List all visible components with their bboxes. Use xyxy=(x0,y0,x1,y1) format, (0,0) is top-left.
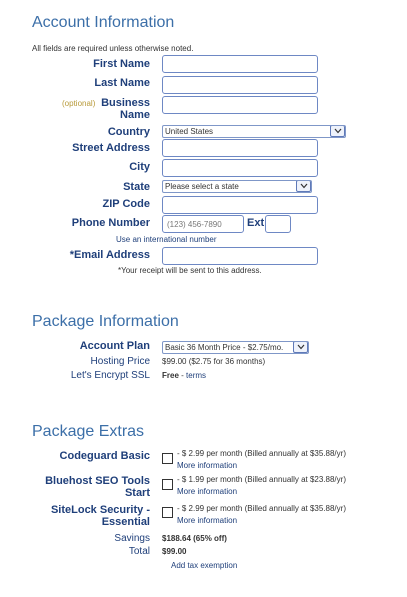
savings-value: $188.64 (65% off) xyxy=(162,534,227,543)
last-name-label: Last Name xyxy=(94,77,150,89)
tax-exemption-link[interactable]: Add tax exemption xyxy=(171,561,238,570)
codeguard-basic-label: Codeguard Basic xyxy=(59,450,150,462)
first-name-input[interactable] xyxy=(162,55,318,73)
ext-label: Ext xyxy=(247,217,265,229)
package-extras-heading: Package Extras xyxy=(32,423,145,440)
ssl-label: Let's Encrypt SSL xyxy=(70,370,150,381)
seo-tools-label: Bluehost SEO Tools Start xyxy=(45,475,150,499)
package-information-heading: Package Information xyxy=(32,313,179,330)
phone-number-input[interactable] xyxy=(162,215,244,233)
sitelock-more-info-link[interactable]: More information xyxy=(177,516,238,525)
codeguard-basic-price: - $ 2.99 per month (Billed annually at $35.88/yr) xyxy=(177,449,346,458)
hosting-price-label: Hosting Price xyxy=(90,356,150,367)
international-number-link[interactable]: Use an international number xyxy=(116,235,217,244)
country-select-value: United States xyxy=(165,127,214,136)
zip-code-label: ZIP Code xyxy=(102,198,150,210)
business-name-input[interactable] xyxy=(162,96,318,114)
phone-number-label: Phone Number xyxy=(71,217,150,229)
account-plan-label: Account Plan xyxy=(79,340,150,352)
hosting-price-value: $99.00 ($2.75 for 36 months) xyxy=(162,357,266,366)
codeguard-basic-checkbox[interactable] xyxy=(162,453,173,464)
seo-tools-more-info-link[interactable]: More information xyxy=(177,487,238,496)
account-plan-value: Basic 36 Month Price - $2.75/mo. xyxy=(165,343,284,352)
seo-tools-price: - $ 1.99 per month (Billed annually at $23.88/yr) xyxy=(177,475,346,484)
sitelock-checkbox[interactable] xyxy=(162,507,173,518)
last-name-input[interactable] xyxy=(162,76,318,94)
ssl-value: Free - terms xyxy=(162,371,207,380)
zip-code-input[interactable] xyxy=(162,196,318,214)
state-select-value: Please select a state xyxy=(165,182,239,191)
ssl-terms-link[interactable]: terms xyxy=(186,371,207,380)
state-select[interactable] xyxy=(162,180,312,193)
city-label: City xyxy=(129,161,150,173)
account-information-heading: Account Information xyxy=(32,14,175,31)
chevron-down-icon[interactable] xyxy=(330,125,345,137)
sitelock-price: - $ 2.99 per month (Billed annually at $35.88/yr) xyxy=(177,504,346,513)
sitelock-label: SiteLock Security - Essential xyxy=(50,504,150,528)
street-address-input[interactable] xyxy=(162,139,318,157)
receipt-note: *Your receipt will be sent to this address. xyxy=(118,266,262,275)
required-fields-note: All fields are required unless otherwise noted. xyxy=(32,44,194,53)
country-select[interactable] xyxy=(162,125,346,138)
street-address-label: Street Address xyxy=(72,142,150,154)
state-label: State xyxy=(123,181,150,193)
savings-label: Savings xyxy=(114,533,150,544)
codeguard-more-info-link[interactable]: More information xyxy=(177,461,238,470)
account-plan-select[interactable] xyxy=(162,341,309,354)
chevron-down-icon[interactable] xyxy=(296,180,311,192)
chevron-down-icon[interactable] xyxy=(293,341,308,353)
first-name-label: First Name xyxy=(93,58,150,70)
phone-number-placeholder: (123) 456-7890 xyxy=(167,220,222,229)
ssl-free-text: Free xyxy=(162,371,179,380)
email-address-input[interactable] xyxy=(162,247,318,265)
total-value: $99.00 xyxy=(162,547,187,556)
total-label: Total xyxy=(128,546,150,557)
business-name-label: Business Name xyxy=(101,97,150,121)
ext-input[interactable] xyxy=(265,215,291,233)
city-input[interactable] xyxy=(162,159,318,177)
country-label: Country xyxy=(107,126,150,138)
seo-tools-checkbox[interactable] xyxy=(162,479,173,490)
email-address-label: *Email Address xyxy=(69,249,150,261)
optional-tag: (optional) xyxy=(62,99,96,108)
